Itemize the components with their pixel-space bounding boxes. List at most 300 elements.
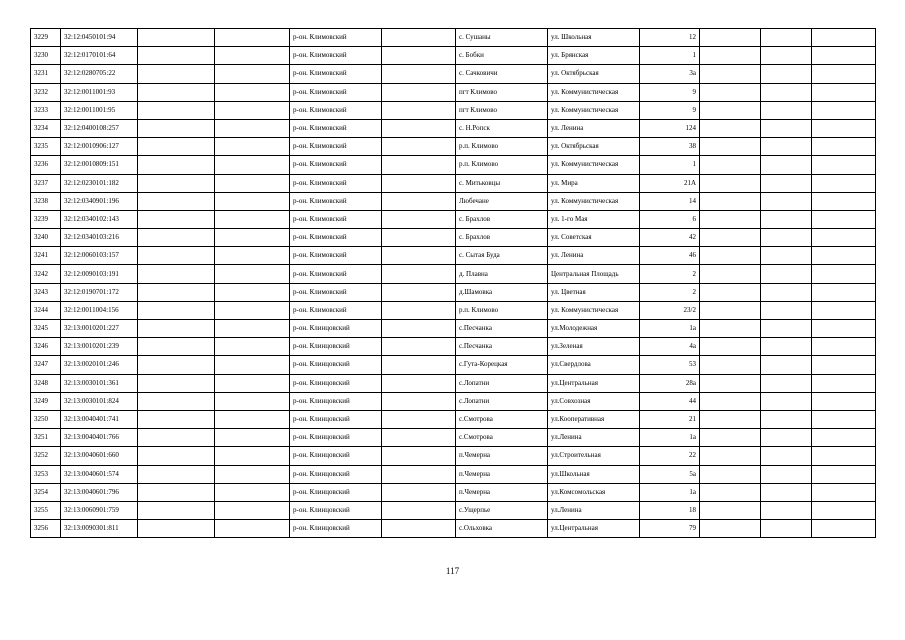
table-row — [31, 192, 876, 210]
empty-cell — [812, 247, 876, 265]
district-cell: р-он. Климовский — [290, 47, 382, 65]
empty-cell — [215, 229, 290, 247]
empty-cell — [138, 320, 215, 338]
house-number-cell: 38 — [640, 138, 700, 156]
empty-cell — [215, 174, 290, 192]
district-cell: р-он. Клинцовский — [290, 356, 382, 374]
street-cell: ул.Ленина — [548, 501, 640, 519]
empty-cell — [138, 192, 215, 210]
empty-cell — [215, 210, 290, 228]
house-number-cell: 46 — [640, 247, 700, 265]
empty-cell — [812, 83, 876, 101]
cadastral-number-cell: 32:13:0010201:227 — [61, 320, 138, 338]
locality-cell: с. Брахлов — [456, 229, 548, 247]
empty-cell — [700, 229, 761, 247]
street-cell: ул.Комсомольская — [548, 483, 640, 501]
empty-cell — [382, 138, 456, 156]
street-cell: ул.Кооперативная — [548, 410, 640, 428]
street-cell: ул.Школьная — [548, 465, 640, 483]
empty-cell — [761, 338, 812, 356]
empty-cell — [138, 374, 215, 392]
empty-cell — [382, 247, 456, 265]
district-cell: р-он. Клинцовский — [290, 392, 382, 410]
empty-cell — [700, 192, 761, 210]
row-number-cell: 3240 — [31, 229, 61, 247]
street-cell: ул. Коммунистическая — [548, 156, 640, 174]
empty-cell — [382, 47, 456, 65]
row-number-cell: 3250 — [31, 410, 61, 428]
cadastral-number-cell: 32:12:0230101:182 — [61, 174, 138, 192]
house-number-cell: 79 — [640, 520, 700, 538]
empty-cell — [138, 229, 215, 247]
table-row — [31, 429, 876, 447]
cadastral-number-cell: 32:12:0010906:127 — [61, 138, 138, 156]
table-row — [31, 483, 876, 501]
locality-cell: п.Чемерна — [456, 465, 548, 483]
empty-cell — [382, 320, 456, 338]
empty-cell — [812, 265, 876, 283]
house-number-cell: 1а — [640, 483, 700, 501]
district-cell: р-он. Климовский — [290, 210, 382, 228]
empty-cell — [700, 410, 761, 428]
locality-cell: с.Смотрова — [456, 429, 548, 447]
empty-cell — [215, 247, 290, 265]
cadastral-number-cell: 32:13:0010201:239 — [61, 338, 138, 356]
empty-cell — [382, 465, 456, 483]
house-number-cell: 42 — [640, 229, 700, 247]
empty-cell — [382, 501, 456, 519]
empty-cell — [812, 47, 876, 65]
empty-cell — [382, 119, 456, 137]
empty-cell — [700, 138, 761, 156]
house-number-cell: 53 — [640, 356, 700, 374]
empty-cell — [215, 83, 290, 101]
row-number-cell: 3251 — [31, 429, 61, 447]
empty-cell — [382, 283, 456, 301]
empty-cell — [761, 447, 812, 465]
empty-cell — [382, 210, 456, 228]
empty-cell — [812, 101, 876, 119]
empty-cell — [700, 283, 761, 301]
table-row — [31, 119, 876, 137]
cadastral-number-cell: 32:12:0011004:156 — [61, 301, 138, 319]
district-cell: р-он. Климовский — [290, 174, 382, 192]
empty-cell — [382, 265, 456, 283]
locality-cell: с.Песчанка — [456, 320, 548, 338]
street-cell: ул. Брянская — [548, 47, 640, 65]
empty-cell — [382, 392, 456, 410]
empty-cell — [215, 483, 290, 501]
empty-cell — [138, 265, 215, 283]
house-number-cell: 12 — [640, 29, 700, 47]
cadastral-number-cell: 32:13:0040401:741 — [61, 410, 138, 428]
table-row — [31, 101, 876, 119]
table-row — [31, 83, 876, 101]
locality-cell: пгт Климово — [456, 83, 548, 101]
table-row — [31, 320, 876, 338]
street-cell: ул. Школьная — [548, 29, 640, 47]
locality-cell: пгт Климово — [456, 101, 548, 119]
row-number-cell: 3253 — [31, 465, 61, 483]
cadastral-number-cell: 32:13:0040601:660 — [61, 447, 138, 465]
street-cell: ул. Советская — [548, 229, 640, 247]
empty-cell — [700, 520, 761, 538]
empty-cell — [761, 229, 812, 247]
empty-cell — [761, 174, 812, 192]
empty-cell — [382, 174, 456, 192]
empty-cell — [138, 247, 215, 265]
empty-cell — [382, 338, 456, 356]
empty-cell — [761, 392, 812, 410]
street-cell: ул. Ленина — [548, 119, 640, 137]
district-cell: р-он. Климовский — [290, 229, 382, 247]
cadastral-number-cell: 32:13:0030101:824 — [61, 392, 138, 410]
empty-cell — [382, 101, 456, 119]
cadastral-number-cell: 32:12:0400108:257 — [61, 119, 138, 137]
street-cell: ул.Строительная — [548, 447, 640, 465]
house-number-cell: 18 — [640, 501, 700, 519]
locality-cell: с. Н.Ропск — [456, 119, 548, 137]
empty-cell — [382, 156, 456, 174]
empty-cell — [215, 29, 290, 47]
empty-cell — [761, 283, 812, 301]
street-cell: ул.Совхозная — [548, 392, 640, 410]
empty-cell — [761, 374, 812, 392]
table-row — [31, 156, 876, 174]
street-cell: ул. Коммунистическая — [548, 192, 640, 210]
row-number-cell: 3245 — [31, 320, 61, 338]
empty-cell — [215, 447, 290, 465]
address-table — [30, 28, 876, 538]
empty-cell — [700, 338, 761, 356]
house-number-cell: 1а — [640, 320, 700, 338]
cadastral-number-cell: 32:13:0030101:361 — [61, 374, 138, 392]
empty-cell — [761, 265, 812, 283]
cadastral-number-cell: 32:12:0340103:216 — [61, 229, 138, 247]
cadastral-number-cell: 32:12:0090103:191 — [61, 265, 138, 283]
empty-cell — [138, 392, 215, 410]
empty-cell — [215, 283, 290, 301]
empty-cell — [812, 520, 876, 538]
street-cell: ул. Цветная — [548, 283, 640, 301]
locality-cell: с.Ущерпье — [456, 501, 548, 519]
house-number-cell: 21 — [640, 410, 700, 428]
empty-cell — [138, 156, 215, 174]
empty-cell — [138, 138, 215, 156]
house-number-cell: 124 — [640, 119, 700, 137]
locality-cell: р.п. Климово — [456, 138, 548, 156]
locality-cell: с. Митьковцы — [456, 174, 548, 192]
street-cell: ул. Ленина — [548, 247, 640, 265]
empty-cell — [215, 356, 290, 374]
house-number-cell: 21А — [640, 174, 700, 192]
empty-cell — [215, 301, 290, 319]
empty-cell — [215, 65, 290, 83]
row-number-cell: 3252 — [31, 447, 61, 465]
empty-cell — [812, 138, 876, 156]
table-row — [31, 29, 876, 47]
house-number-cell: 1а — [640, 429, 700, 447]
district-cell: р-он. Клинцовский — [290, 429, 382, 447]
empty-cell — [215, 429, 290, 447]
empty-cell — [700, 392, 761, 410]
row-number-cell: 3231 — [31, 65, 61, 83]
empty-cell — [138, 29, 215, 47]
district-cell: р-он. Клинцовский — [290, 320, 382, 338]
empty-cell — [215, 101, 290, 119]
table-row — [31, 229, 876, 247]
row-number-cell: 3255 — [31, 501, 61, 519]
locality-cell: с.Ольховка — [456, 520, 548, 538]
district-cell: р-он. Климовский — [290, 247, 382, 265]
empty-cell — [761, 356, 812, 374]
row-number-cell: 3230 — [31, 47, 61, 65]
empty-cell — [382, 447, 456, 465]
empty-cell — [761, 301, 812, 319]
empty-cell — [700, 174, 761, 192]
empty-cell — [812, 210, 876, 228]
table-row — [31, 265, 876, 283]
street-cell: ул.Ленина — [548, 429, 640, 447]
empty-cell — [812, 392, 876, 410]
cadastral-number-cell: 32:12:0011001:95 — [61, 101, 138, 119]
locality-cell: с.Лопатни — [456, 374, 548, 392]
empty-cell — [761, 65, 812, 83]
street-cell: ул. Коммунистическая — [548, 83, 640, 101]
table-row — [31, 138, 876, 156]
empty-cell — [812, 465, 876, 483]
empty-cell — [700, 374, 761, 392]
empty-cell — [761, 83, 812, 101]
empty-cell — [812, 483, 876, 501]
empty-cell — [382, 192, 456, 210]
locality-cell: с.Смотрова — [456, 410, 548, 428]
empty-cell — [761, 210, 812, 228]
district-cell: р-он. Климовский — [290, 138, 382, 156]
empty-cell — [812, 65, 876, 83]
row-number-cell: 3242 — [31, 265, 61, 283]
empty-cell — [761, 101, 812, 119]
locality-cell: с.Лопатни — [456, 392, 548, 410]
cadastral-number-cell: 32:12:0011001:93 — [61, 83, 138, 101]
empty-cell — [812, 283, 876, 301]
empty-cell — [382, 429, 456, 447]
empty-cell — [761, 47, 812, 65]
empty-cell — [382, 410, 456, 428]
locality-cell: с. Бобки — [456, 47, 548, 65]
locality-cell: с. Сушаны — [456, 29, 548, 47]
row-number-cell: 3239 — [31, 210, 61, 228]
empty-cell — [382, 83, 456, 101]
house-number-cell: 28а — [640, 374, 700, 392]
empty-cell — [138, 338, 215, 356]
row-number-cell: 3247 — [31, 356, 61, 374]
street-cell: ул.Свердлова — [548, 356, 640, 374]
row-number-cell: 3233 — [31, 101, 61, 119]
row-number-cell: 3243 — [31, 283, 61, 301]
empty-cell — [761, 247, 812, 265]
table-row — [31, 374, 876, 392]
house-number-cell: 44 — [640, 392, 700, 410]
district-cell: р-он. Климовский — [290, 192, 382, 210]
district-cell: р-он. Клинцовский — [290, 520, 382, 538]
street-cell: ул. 1-го Мая — [548, 210, 640, 228]
empty-cell — [138, 447, 215, 465]
district-cell: р-он. Климовский — [290, 29, 382, 47]
empty-cell — [812, 410, 876, 428]
cadastral-number-cell: 32:13:0040401:766 — [61, 429, 138, 447]
empty-cell — [215, 465, 290, 483]
empty-cell — [761, 119, 812, 137]
empty-cell — [382, 520, 456, 538]
empty-cell — [138, 65, 215, 83]
row-number-cell: 3241 — [31, 247, 61, 265]
district-cell: р-он. Климовский — [290, 156, 382, 174]
empty-cell — [761, 29, 812, 47]
table-row — [31, 520, 876, 538]
row-number-cell: 3229 — [31, 29, 61, 47]
cadastral-number-cell: 32:13:0040601:574 — [61, 465, 138, 483]
empty-cell — [138, 83, 215, 101]
empty-cell — [761, 501, 812, 519]
row-number-cell: 3249 — [31, 392, 61, 410]
cadastral-number-cell: 32:12:0170101:64 — [61, 47, 138, 65]
empty-cell — [382, 65, 456, 83]
locality-cell: с.Гута-Корецкая — [456, 356, 548, 374]
empty-cell — [215, 138, 290, 156]
district-cell: р-он. Климовский — [290, 301, 382, 319]
empty-cell — [138, 520, 215, 538]
empty-cell — [138, 47, 215, 65]
empty-cell — [700, 429, 761, 447]
street-cell: Центральная Площадь — [548, 265, 640, 283]
empty-cell — [138, 501, 215, 519]
empty-cell — [700, 156, 761, 174]
street-cell: ул.Центральная — [548, 374, 640, 392]
empty-cell — [382, 229, 456, 247]
locality-cell: д. Плавна — [456, 265, 548, 283]
empty-cell — [215, 47, 290, 65]
cadastral-number-cell: 32:12:0450101:94 — [61, 29, 138, 47]
empty-cell — [812, 301, 876, 319]
table-row — [31, 447, 876, 465]
empty-cell — [700, 320, 761, 338]
empty-cell — [382, 356, 456, 374]
district-cell: р-он. Климовский — [290, 83, 382, 101]
empty-cell — [812, 429, 876, 447]
cadastral-number-cell: 32:13:0060901:759 — [61, 501, 138, 519]
house-number-cell: 9 — [640, 101, 700, 119]
empty-cell — [138, 301, 215, 319]
empty-cell — [138, 119, 215, 137]
district-cell: р-он. Климовский — [290, 119, 382, 137]
empty-cell — [215, 392, 290, 410]
locality-cell: р.п. Климово — [456, 156, 548, 174]
table-row — [31, 465, 876, 483]
table-row — [31, 174, 876, 192]
locality-cell: с. Сачковичи — [456, 65, 548, 83]
empty-cell — [138, 356, 215, 374]
empty-cell — [215, 265, 290, 283]
empty-cell — [761, 465, 812, 483]
table-row — [31, 356, 876, 374]
district-cell: р-он. Клинцовский — [290, 465, 382, 483]
table-row — [31, 338, 876, 356]
table-row — [31, 283, 876, 301]
empty-cell — [215, 520, 290, 538]
empty-cell — [138, 483, 215, 501]
empty-cell — [382, 29, 456, 47]
empty-cell — [215, 119, 290, 137]
empty-cell — [700, 465, 761, 483]
row-number-cell: 3232 — [31, 83, 61, 101]
street-cell: ул. Коммунистическая — [548, 101, 640, 119]
empty-cell — [700, 47, 761, 65]
cadastral-number-cell: 32:13:0040601:796 — [61, 483, 138, 501]
empty-cell — [700, 301, 761, 319]
cadastral-number-cell: 32:13:0090301:811 — [61, 520, 138, 538]
locality-cell: с.Песчанка — [456, 338, 548, 356]
table-row — [31, 392, 876, 410]
locality-cell: п.Чемерна — [456, 483, 548, 501]
empty-cell — [700, 447, 761, 465]
cadastral-number-cell: 32:12:0340901:196 — [61, 192, 138, 210]
street-cell: ул. Коммунистическая — [548, 301, 640, 319]
district-cell: р-он. Клинцовский — [290, 374, 382, 392]
house-number-cell: 2 — [640, 265, 700, 283]
house-number-cell: 5а — [640, 465, 700, 483]
empty-cell — [138, 210, 215, 228]
locality-cell: с. Сытая Буда — [456, 247, 548, 265]
table-row — [31, 301, 876, 319]
district-cell: р-он. Клинцовский — [290, 483, 382, 501]
cadastral-number-cell: 32:12:0010809:151 — [61, 156, 138, 174]
empty-cell — [700, 483, 761, 501]
empty-cell — [138, 283, 215, 301]
empty-cell — [700, 29, 761, 47]
empty-cell — [700, 501, 761, 519]
locality-cell: п.Чемерна — [456, 447, 548, 465]
district-cell: р-он. Клинцовский — [290, 410, 382, 428]
empty-cell — [812, 374, 876, 392]
empty-cell — [761, 192, 812, 210]
empty-cell — [138, 429, 215, 447]
empty-cell — [812, 320, 876, 338]
row-number-cell: 3244 — [31, 301, 61, 319]
district-cell: р-он. Климовский — [290, 283, 382, 301]
empty-cell — [812, 356, 876, 374]
street-cell: ул.Молодежная — [548, 320, 640, 338]
empty-cell — [812, 29, 876, 47]
street-cell: ул. Октябрьская — [548, 65, 640, 83]
empty-cell — [382, 301, 456, 319]
table-body — [31, 29, 876, 538]
locality-cell: д.Шамовка — [456, 283, 548, 301]
house-number-cell: 2 — [640, 283, 700, 301]
empty-cell — [812, 501, 876, 519]
locality-cell: р.п. Климово — [456, 301, 548, 319]
empty-cell — [761, 410, 812, 428]
empty-cell — [700, 119, 761, 137]
empty-cell — [761, 483, 812, 501]
locality-cell: Любечане — [456, 192, 548, 210]
house-number-cell: 1 — [640, 47, 700, 65]
empty-cell — [812, 156, 876, 174]
house-number-cell: 4а — [640, 338, 700, 356]
district-cell: р-он. Клинцовский — [290, 338, 382, 356]
row-number-cell: 3238 — [31, 192, 61, 210]
table-row — [31, 210, 876, 228]
